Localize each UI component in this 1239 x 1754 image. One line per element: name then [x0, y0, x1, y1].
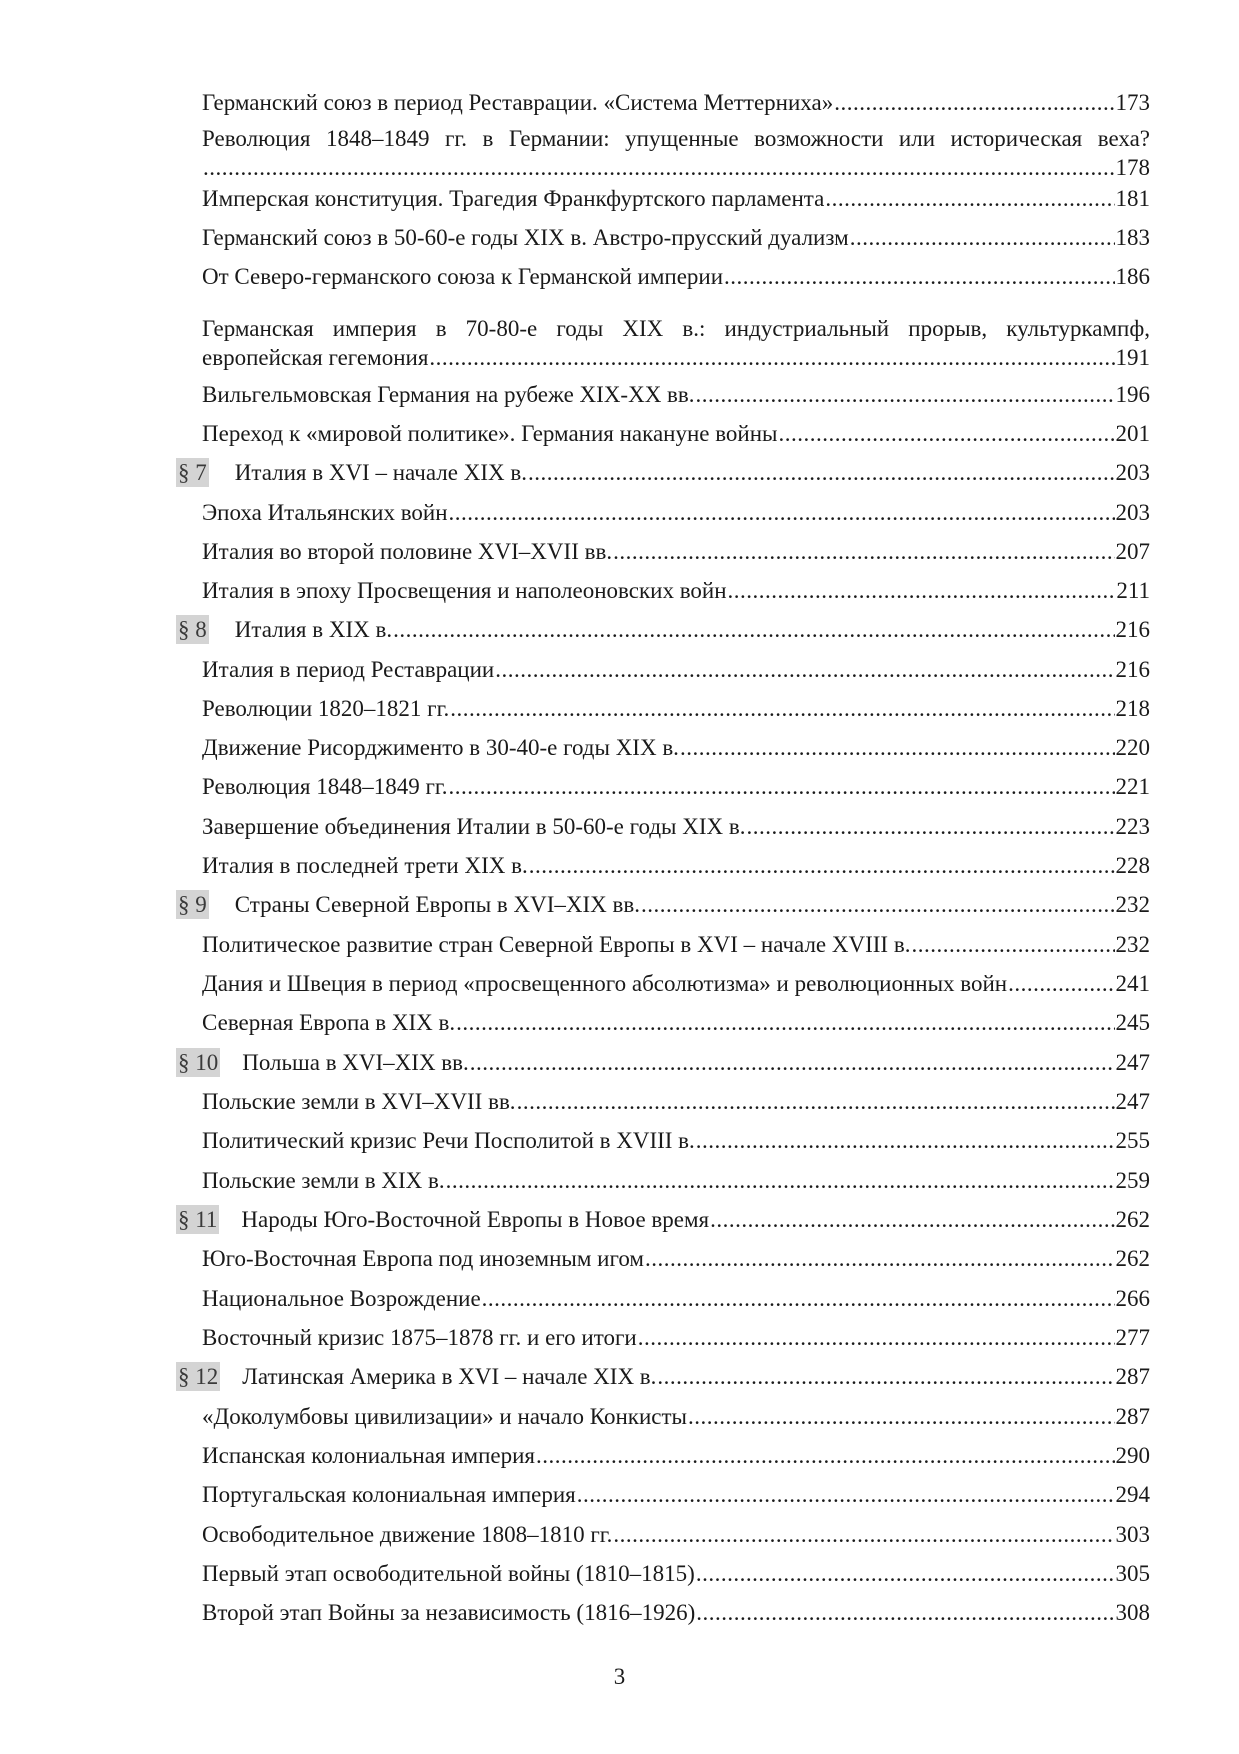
- section-number: § 11: [178, 1207, 218, 1232]
- entry-page: 241: [1115, 971, 1150, 996]
- dot-leader: [911, 930, 1114, 959]
- toc-entry[interactable]: [202, 1598, 1150, 1627]
- dot-leader: [710, 1205, 1114, 1234]
- dot-leader: [645, 1244, 1115, 1273]
- toc-entry[interactable]: [202, 655, 1150, 684]
- toc-entry[interactable]: [202, 969, 1150, 998]
- entry-title: Испанская колониальная империя: [202, 1443, 536, 1468]
- entry-page: 262: [1115, 1207, 1150, 1232]
- dot-leader: [482, 1284, 1115, 1313]
- section-number: § 12: [178, 1364, 219, 1389]
- entry-title: европейская гегемония: [202, 345, 429, 370]
- entry-page: 255: [1115, 1128, 1150, 1153]
- entry-title: Революции 1820–1821 гг.: [202, 696, 450, 721]
- entry-page: 259: [1115, 1168, 1150, 1193]
- entry-page: 303: [1115, 1522, 1150, 1547]
- toc-entry[interactable]: [202, 1480, 1150, 1509]
- toc-entry[interactable]: [202, 88, 1150, 117]
- entry-title: Польские земли в XVI–XVII вв.: [202, 1089, 516, 1114]
- toc-section-entry[interactable]: [176, 458, 1150, 487]
- entry-title: Италия в XIX в.: [234, 617, 393, 642]
- toc-entry[interactable]: [202, 1323, 1150, 1352]
- entry-page: 266: [1115, 1286, 1150, 1311]
- dot-leader: [495, 655, 1114, 684]
- entry-page: 211: [1116, 578, 1150, 603]
- entry-page: 221: [1115, 774, 1150, 799]
- entry-title: Эпоха Итальянских войн: [202, 500, 448, 525]
- toc-entry[interactable]: [202, 1244, 1150, 1273]
- dot-leader: [613, 1520, 1114, 1549]
- toc-entry[interactable]: [202, 930, 1150, 959]
- toc-entry[interactable]: [202, 1087, 1150, 1116]
- entry-title: Португальская колониальная империя: [202, 1482, 576, 1507]
- dot-leader: [449, 498, 1115, 527]
- entry-page: 203: [1115, 500, 1150, 525]
- entry-page: 294: [1115, 1482, 1150, 1507]
- entry-page: 232: [1115, 892, 1150, 917]
- entry-title: Второй этап Войны за независимость (1816–1926): [202, 1600, 696, 1625]
- entry-title: Польша в XVI–XIX вв.: [242, 1050, 469, 1075]
- toc-entry[interactable]: [202, 812, 1150, 841]
- dot-leader: [638, 1323, 1115, 1352]
- section-number: § 9: [178, 892, 207, 917]
- toc-entry[interactable]: [202, 576, 1150, 605]
- dot-leader: [613, 537, 1114, 566]
- entry-title: Северная Европа в XIX в.: [202, 1010, 456, 1035]
- dot-leader: [696, 380, 1115, 409]
- dot-leader: [470, 1048, 1115, 1077]
- entry-title: Восточный кризис 1875–1878 гг. и его итоги: [202, 1325, 637, 1350]
- dot-leader: [850, 223, 1115, 252]
- toc-entry[interactable]: [202, 1008, 1150, 1037]
- dot-leader: [834, 88, 1114, 117]
- toc-entry[interactable]: [202, 419, 1150, 448]
- entry-page: 277: [1115, 1325, 1150, 1350]
- entry-title: Польские земли в XIX в.: [202, 1168, 445, 1193]
- entry-title: Юго-Восточная Европа под иноземным игом: [202, 1246, 644, 1271]
- dot-leader: [577, 1480, 1115, 1509]
- entry-page: 201: [1115, 421, 1150, 446]
- toc-entry[interactable]: [202, 262, 1150, 291]
- entry-title: Переход к «мировой политике». Германия накануне войны: [202, 421, 778, 446]
- toc-entry[interactable]: [202, 694, 1150, 723]
- entry-page: 245: [1115, 1010, 1150, 1035]
- entry-page: 287: [1115, 1364, 1150, 1389]
- dot-leader: [641, 890, 1115, 919]
- toc-section-entry[interactable]: [176, 1205, 1150, 1234]
- entry-page: 287: [1115, 1404, 1150, 1429]
- entry-title: Имперская конституция. Трагедия Франкфуртского парламента: [202, 186, 825, 211]
- entry-title-line1: Революция 1848–1849 гг. в Германии: упущенные возможности или историческая веха?: [202, 126, 1150, 151]
- toc-section-entry[interactable]: [176, 1362, 1150, 1391]
- dot-leader: [528, 458, 1115, 487]
- dot-leader: [456, 1008, 1114, 1037]
- toc-section-entry[interactable]: [176, 1048, 1150, 1077]
- entry-page: 223: [1115, 814, 1150, 839]
- entry-page: 228: [1115, 853, 1150, 878]
- dot-leader: [536, 1441, 1114, 1470]
- dot-leader: [747, 812, 1115, 841]
- entry-page: 173: [1115, 90, 1150, 115]
- toc-entry[interactable]: [202, 314, 1150, 372]
- entry-page: 220: [1115, 735, 1150, 760]
- entry-page: 305: [1115, 1561, 1150, 1586]
- entry-title: Первый этап освободительной войны (1810–1815): [202, 1561, 695, 1586]
- entry-title: «Доколумбовы цивилизации» и начало Конкисты: [202, 1404, 687, 1429]
- toc-entry[interactable]: [202, 124, 1150, 182]
- entry-title: Национальное Возрождение: [202, 1286, 481, 1311]
- toc-entry[interactable]: [202, 223, 1150, 252]
- toc-entry[interactable]: [202, 184, 1150, 213]
- entry-title: Страны Северной Европы в XVI–XIX вв.: [234, 892, 640, 917]
- entry-title: Германский союз в период Реставрации. «Система Меттерниха»: [202, 90, 834, 115]
- toc-entry[interactable]: [202, 537, 1150, 566]
- toc-entry[interactable]: [202, 380, 1150, 409]
- entry-title: От Северо-германского союза к Германской империи: [202, 264, 724, 289]
- entry-title: Италия в период Реставрации: [202, 657, 495, 682]
- toc-entry[interactable]: [202, 1166, 1150, 1195]
- toc-section-entry[interactable]: [176, 890, 1150, 919]
- toc-entry[interactable]: [202, 733, 1150, 762]
- dot-leader: [393, 615, 1114, 644]
- page-number: 3: [613, 1664, 626, 1689]
- entry-title: Завершение объединения Италии в 50-60-е годы XIX в.: [202, 814, 746, 839]
- entry-title: Народы Юго-Восточной Европы в Новое время: [241, 1207, 710, 1232]
- dot-leader: [517, 1087, 1115, 1116]
- dot-leader: [680, 733, 1115, 762]
- entry-title: Италия в эпоху Просвещения и наполеоновских войн: [202, 578, 727, 603]
- dot-leader: [825, 184, 1114, 213]
- entry-page: 247: [1115, 1050, 1150, 1075]
- section-number: § 10: [178, 1050, 219, 1075]
- toc-entry[interactable]: [202, 1559, 1150, 1588]
- entry-page: 196: [1115, 382, 1150, 407]
- dot-leader: [696, 1126, 1115, 1155]
- entry-page: 216: [1115, 617, 1150, 642]
- dot-leader: [529, 851, 1115, 880]
- dot-leader: [779, 419, 1115, 448]
- entry-title: Германский союз в 50-60-е годы XIX в. Австро-прусский дуализм: [202, 225, 849, 250]
- entry-page: 207: [1115, 539, 1150, 564]
- entry-title: Италия в XVI – начале XIX в.: [234, 460, 527, 485]
- entry-title: Дания и Швеция в период «просвещенного абсолютизма» и революционных войн: [202, 971, 1008, 996]
- entry-title: Движение Рисорджименто в 30-40-е годы XIX в.: [202, 735, 679, 760]
- entry-page: 183: [1115, 225, 1150, 250]
- dot-leader: [696, 1598, 1114, 1627]
- entry-page: 262: [1115, 1246, 1150, 1271]
- dot-leader: [203, 153, 1115, 182]
- toc-entry[interactable]: [202, 851, 1150, 880]
- toc-entry[interactable]: [202, 1126, 1150, 1155]
- entry-page: 191: [1115, 345, 1150, 370]
- entry-page: 178: [1115, 155, 1150, 180]
- entry-title: Революция 1848–1849 гг.: [202, 774, 448, 799]
- entry-page: 216: [1115, 657, 1150, 682]
- entry-title: Латинская Америка в XVI – начале XIX в.: [242, 1364, 657, 1389]
- entry-title: Политический кризис Речи Посполитой в XVIII в.: [202, 1128, 695, 1153]
- dot-leader: [429, 343, 1114, 372]
- entry-title: Италия в последней трети XIX в.: [202, 853, 528, 878]
- dot-leader: [446, 1166, 1115, 1195]
- entry-page: 186: [1115, 264, 1150, 289]
- dot-leader: [450, 694, 1114, 723]
- dot-leader: [696, 1559, 1115, 1588]
- entry-title: Вильгельмовская Германия на рубеже XIX-XX вв.: [202, 382, 695, 407]
- dot-leader: [728, 576, 1116, 605]
- dot-leader: [657, 1362, 1114, 1391]
- entry-title: Освободительное движение 1808–1810 гг.: [202, 1522, 613, 1547]
- dot-leader: [1008, 969, 1114, 998]
- entry-title: Политическое развитие стран Северной Европы в XVI – начале XVIII в.: [202, 932, 911, 957]
- dot-leader: [688, 1402, 1115, 1431]
- toc-entry[interactable]: [202, 1402, 1150, 1431]
- entry-page: 232: [1115, 932, 1150, 957]
- dot-leader: [724, 262, 1114, 291]
- entry-page: 247: [1115, 1089, 1150, 1114]
- entry-page: 290: [1115, 1443, 1150, 1468]
- section-number: § 7: [178, 460, 207, 485]
- entry-page: 181: [1115, 186, 1150, 211]
- entry-title-line1: Германская империя в 70-80-е годы XIX в.: индустриальный прорыв, культуркампф,: [202, 316, 1150, 341]
- toc-entry[interactable]: [202, 772, 1150, 801]
- entry-page: 218: [1115, 696, 1150, 721]
- entry-page: 308: [1115, 1600, 1150, 1625]
- entry-title: Италия во второй половине XVI–XVII вв.: [202, 539, 613, 564]
- toc-entry[interactable]: [202, 1441, 1150, 1470]
- toc-entry[interactable]: [202, 1284, 1150, 1313]
- toc-section-entry[interactable]: [176, 615, 1150, 644]
- entry-page: 203: [1115, 460, 1150, 485]
- toc-entry[interactable]: [202, 1520, 1150, 1549]
- toc-entry[interactable]: [202, 498, 1150, 527]
- section-number: § 8: [178, 617, 207, 642]
- dot-leader: [448, 772, 1114, 801]
